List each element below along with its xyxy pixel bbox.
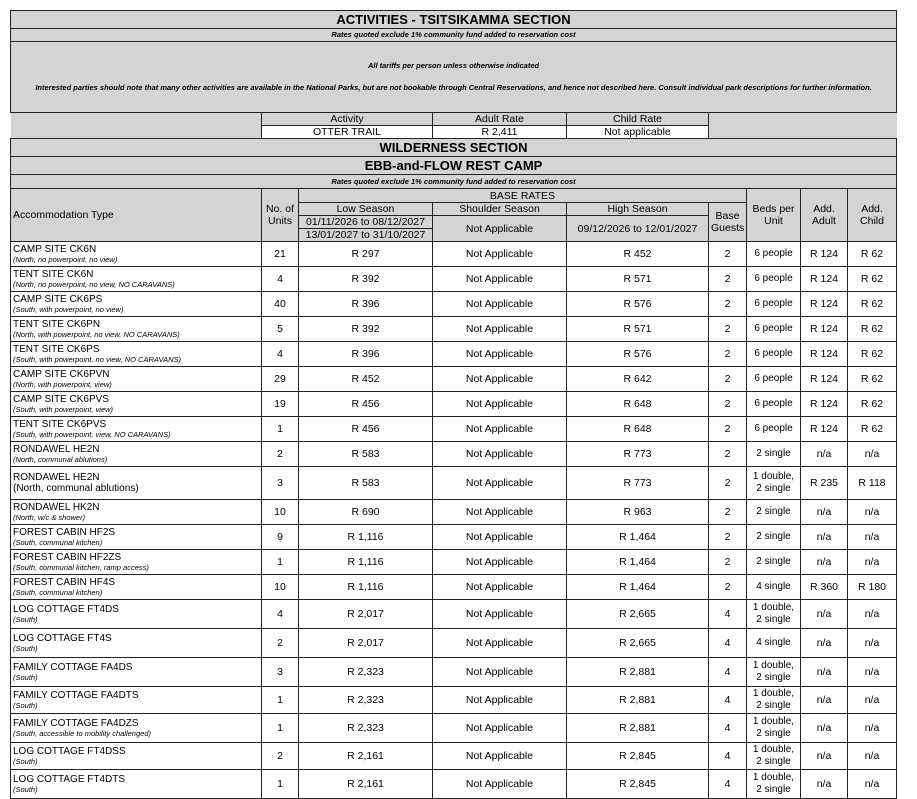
table-row xyxy=(11,467,897,500)
units-cell: 4 xyxy=(262,600,299,629)
low-season-dates-1: 01/11/2026 to 08/12/2027 xyxy=(299,216,433,229)
accommodation-cell xyxy=(11,600,262,629)
shoulder-season-header: Shoulder Season xyxy=(433,203,567,216)
add-child-cell: R 62 xyxy=(848,267,897,292)
add-adult-cell: R 124 xyxy=(801,392,848,417)
units-cell: 5 xyxy=(262,317,299,342)
add-child-cell: R 62 xyxy=(848,417,897,442)
accommodation-detail: (North, with powerpoint, no view, NO CARAVANS) xyxy=(13,330,180,339)
accommodation-name: CAMP SITE CK6PVS xyxy=(13,394,109,405)
table-row xyxy=(11,317,897,342)
add-child-cell: n/a xyxy=(848,500,897,525)
beds-cell: 6 people xyxy=(747,342,801,367)
accommodation-name: CAMP SITE CK6PS xyxy=(13,294,103,305)
accommodation-name: TENT SITE CK6N xyxy=(13,269,94,280)
accommodation-detail: (South, accessible to mobility challenged) xyxy=(13,729,151,738)
add-adult-cell: R 124 xyxy=(801,267,848,292)
add-child-header: Add. Child xyxy=(848,189,897,242)
shoulder-rate-cell: Not Applicable xyxy=(433,629,567,658)
add-adult-cell: R 360 xyxy=(801,575,848,600)
high-rate-cell: R 963 xyxy=(567,500,709,525)
low-rate-cell: R 2,323 xyxy=(299,658,433,687)
units-cell: 4 xyxy=(262,267,299,292)
low-rate-cell: R 583 xyxy=(299,442,433,467)
base-guests-cell: 2 xyxy=(709,392,747,417)
high-season-dates: 09/12/2026 to 12/01/2027 xyxy=(567,216,709,242)
add-child-cell: R 62 xyxy=(848,242,897,267)
shoulder-rate-cell: Not Applicable xyxy=(433,442,567,467)
table-row xyxy=(11,575,897,600)
adult-rate-header: Adult Rate xyxy=(433,113,567,126)
base-guests-cell: 2 xyxy=(709,292,747,317)
high-rate-cell: R 576 xyxy=(567,342,709,367)
accommodation-detail: (South, with powerpoint, no view) xyxy=(13,305,124,314)
table-row xyxy=(11,770,897,799)
low-rate-cell: R 456 xyxy=(299,392,433,417)
accommodation-name: CAMP SITE CK6PVN xyxy=(13,369,110,380)
accommodation-name: CAMP SITE CK6N xyxy=(13,244,97,255)
accommodation-name: RONDAWEL HE2N xyxy=(13,472,100,483)
low-rate-cell: R 690 xyxy=(299,500,433,525)
camp-rows xyxy=(11,242,897,799)
tariff-note: All tariffs per person unless otherwise indicated xyxy=(367,61,540,70)
low-rate-cell: R 2,323 xyxy=(299,714,433,743)
add-adult-cell: R 124 xyxy=(801,342,848,367)
accommodation-name: TENT SITE CK6PS xyxy=(13,344,100,355)
units-cell: 2 xyxy=(262,743,299,770)
accommodation-detail: (South, communal kitchen, ramp access) xyxy=(13,563,149,572)
add-child-cell: n/a xyxy=(848,743,897,770)
units-cell: 4 xyxy=(262,342,299,367)
add-adult-cell: n/a xyxy=(801,743,848,770)
table-row xyxy=(11,525,897,550)
base-guests-cell: 2 xyxy=(709,267,747,292)
shoulder-rate-cell: Not Applicable xyxy=(433,242,567,267)
accommodation-cell xyxy=(11,417,262,442)
units-cell: 9 xyxy=(262,525,299,550)
base-guests-cell: 2 xyxy=(709,417,747,442)
beds-cell: 1 double, 2 single xyxy=(747,687,801,714)
units-cell: 29 xyxy=(262,367,299,392)
add-child-cell: R 118 xyxy=(848,467,897,500)
units-cell: 3 xyxy=(262,658,299,687)
high-rate-cell: R 452 xyxy=(567,242,709,267)
accommodation-cell xyxy=(11,317,262,342)
units-cell: 1 xyxy=(262,687,299,714)
units-cell: 3 xyxy=(262,467,299,500)
high-rate-cell: R 2,845 xyxy=(567,743,709,770)
add-adult-cell: n/a xyxy=(801,600,848,629)
table-row xyxy=(11,392,897,417)
accommodation-name: LOG COTTAGE FT4DS xyxy=(13,604,119,615)
shoulder-rate-cell: Not Applicable xyxy=(433,392,567,417)
accommodation-detail: (North, w/c & shower) xyxy=(13,513,86,522)
add-adult-cell: n/a xyxy=(801,500,848,525)
add-adult-cell: R 124 xyxy=(801,367,848,392)
accommodation-cell xyxy=(11,550,262,575)
add-child-cell: n/a xyxy=(848,687,897,714)
accommodation-cell xyxy=(11,242,262,267)
accommodation-name: FAMILY COTTAGE FA4DZS xyxy=(13,718,139,729)
high-rate-cell: R 1,464 xyxy=(567,550,709,575)
high-rate-cell: R 576 xyxy=(567,292,709,317)
add-adult-cell: n/a xyxy=(801,442,848,467)
add-adult-cell: R 124 xyxy=(801,292,848,317)
units-cell: 1 xyxy=(262,770,299,799)
accommodation-detail: (North, communal ablutions) xyxy=(13,455,108,464)
add-child-cell: R 62 xyxy=(848,392,897,417)
high-rate-cell: R 2,665 xyxy=(567,600,709,629)
low-rate-cell: R 2,161 xyxy=(299,770,433,799)
beds-cell: 4 single xyxy=(747,629,801,658)
table-row xyxy=(11,500,897,525)
high-rate-cell: R 2,881 xyxy=(567,687,709,714)
wilderness-title: WILDERNESS SECTION xyxy=(11,139,897,157)
units-cell: 10 xyxy=(262,575,299,600)
accommodation-cell xyxy=(11,442,262,467)
add-child-cell: R 62 xyxy=(848,342,897,367)
add-adult-cell: n/a xyxy=(801,629,848,658)
add-child-cell: R 62 xyxy=(848,367,897,392)
add-child-cell: R 180 xyxy=(848,575,897,600)
table-row xyxy=(11,442,897,467)
base-guests-cell: 2 xyxy=(709,550,747,575)
accommodation-detail: (South, with powerpoint, no view, NO CARAVANS) xyxy=(13,355,181,364)
shoulder-rate-cell: Not Applicable xyxy=(433,367,567,392)
table-row xyxy=(11,629,897,658)
activities-notes xyxy=(11,42,897,113)
low-rate-cell: R 456 xyxy=(299,417,433,442)
shoulder-rate-cell: Not Applicable xyxy=(433,550,567,575)
shoulder-rate-cell: Not Applicable xyxy=(433,292,567,317)
beds-cell: 1 double, 2 single xyxy=(747,743,801,770)
beds-cell: 6 people xyxy=(747,292,801,317)
high-rate-cell: R 571 xyxy=(567,317,709,342)
shoulder-rate-cell: Not Applicable xyxy=(433,770,567,799)
beds-cell: 1 double, 2 single xyxy=(747,658,801,687)
accommodation-detail: (South, communal kitchen) xyxy=(13,538,103,547)
shoulder-rate-cell: Not Applicable xyxy=(433,500,567,525)
activities-rates-note: Rates quoted exclude 1% community fund added to reservation cost xyxy=(11,29,897,42)
activity-spacer-right xyxy=(709,113,897,126)
units-header: No. of Units xyxy=(262,189,299,242)
high-rate-cell: R 2,845 xyxy=(567,770,709,799)
beds-header: Beds per Unit xyxy=(747,189,801,242)
table-row xyxy=(11,714,897,743)
accommodation-detail: (South, with powerpoint, view) xyxy=(13,405,114,414)
interest-note: Interested parties should note that many other activities are available in the National Parks, but are not bookable through Central Reservations, and hence not described here. Consult individual park descriptions for further information. xyxy=(35,83,872,92)
add-child-cell: n/a xyxy=(848,600,897,629)
low-rate-cell: R 2,017 xyxy=(299,600,433,629)
table-row xyxy=(11,550,897,575)
accommodation-name: FOREST CABIN HF4S xyxy=(13,577,116,588)
child-rate-header: Child Rate xyxy=(567,113,709,126)
accommodation-detail: (South) xyxy=(13,785,38,794)
base-guests-cell: 4 xyxy=(709,770,747,799)
base-guests-cell: 4 xyxy=(709,629,747,658)
shoulder-rate-cell: Not Applicable xyxy=(433,417,567,442)
high-season-header: High Season xyxy=(567,203,709,216)
beds-cell: 6 people xyxy=(747,317,801,342)
units-cell: 1 xyxy=(262,550,299,575)
shoulder-rate-cell: Not Applicable xyxy=(433,317,567,342)
accommodation-name: LOG COTTAGE FT4S xyxy=(13,633,112,644)
accommodation-detail: (South, with powerpoint, view, NO CARAVANS) xyxy=(13,430,171,439)
beds-cell: 4 single xyxy=(747,575,801,600)
shoulder-rate-cell: Not Applicable xyxy=(433,267,567,292)
add-adult-cell: R 235 xyxy=(801,467,848,500)
add-adult-cell: n/a xyxy=(801,770,848,799)
add-adult-cell: n/a xyxy=(801,687,848,714)
units-cell: 19 xyxy=(262,392,299,417)
table-row xyxy=(11,417,897,442)
camp-column-headers xyxy=(11,189,897,242)
accommodation-detail: (North, no powerpoint, no view) xyxy=(13,255,118,264)
low-rate-cell: R 2,323 xyxy=(299,687,433,714)
add-child-cell: n/a xyxy=(848,714,897,743)
beds-cell: 2 single xyxy=(747,500,801,525)
beds-cell: 2 single xyxy=(747,442,801,467)
accommodation-detail: (North, with powerpoint, view) xyxy=(13,380,112,389)
table-row xyxy=(11,600,897,629)
shoulder-rate-cell: Not Applicable xyxy=(433,658,567,687)
add-child-cell: R 62 xyxy=(848,292,897,317)
high-rate-cell: R 2,881 xyxy=(567,714,709,743)
add-adult-cell: n/a xyxy=(801,714,848,743)
accommodation-detail: (South) xyxy=(13,757,38,766)
beds-cell: 1 double, 2 single xyxy=(747,467,801,500)
add-adult-cell: R 124 xyxy=(801,242,848,267)
accommodation-name: TENT SITE CK6PVS xyxy=(13,419,107,430)
add-child-cell: R 62 xyxy=(848,317,897,342)
table-row xyxy=(11,743,897,770)
units-cell: 2 xyxy=(262,629,299,658)
units-cell: 21 xyxy=(262,242,299,267)
low-rate-cell: R 2,017 xyxy=(299,629,433,658)
base-guests-cell: 2 xyxy=(709,442,747,467)
high-rate-cell: R 642 xyxy=(567,367,709,392)
low-rate-cell: R 2,161 xyxy=(299,743,433,770)
table-row xyxy=(11,658,897,687)
accommodation-name: LOG COTTAGE FT4DTS xyxy=(13,774,126,785)
low-season-header: Low Season xyxy=(299,203,433,216)
accommodation-name: RONDAWEL HK2N xyxy=(13,502,100,513)
accommodation-detail: (South) xyxy=(13,701,38,710)
rate-table xyxy=(10,10,897,799)
high-rate-cell: R 773 xyxy=(567,467,709,500)
activity-child-rate: Not applicable xyxy=(567,126,709,139)
beds-cell: 6 people xyxy=(747,242,801,267)
add-adult-cell: R 124 xyxy=(801,317,848,342)
high-rate-cell: R 1,464 xyxy=(567,575,709,600)
accommodation-detail: (North, no powerpoint, no view, NO CARAVANS) xyxy=(13,280,175,289)
units-cell: 1 xyxy=(262,714,299,743)
high-rate-cell: R 648 xyxy=(567,417,709,442)
accommodation-cell xyxy=(11,687,262,714)
high-rate-cell: R 2,881 xyxy=(567,658,709,687)
accommodation-name: FAMILY COTTAGE FA4DS xyxy=(13,662,133,673)
shoulder-rate-cell: Not Applicable xyxy=(433,575,567,600)
units-cell: 40 xyxy=(262,292,299,317)
shoulder-rate-cell: Not Applicable xyxy=(433,714,567,743)
low-rate-cell: R 396 xyxy=(299,342,433,367)
base-guests-cell: 4 xyxy=(709,687,747,714)
low-rate-cell: R 1,116 xyxy=(299,525,433,550)
beds-cell: 1 double, 2 single xyxy=(747,600,801,629)
accommodation-type-header: Accommodation Type xyxy=(11,189,262,242)
activities-header xyxy=(11,11,897,189)
low-rate-cell: R 1,116 xyxy=(299,575,433,600)
accommodation-name: FOREST CABIN HF2ZS xyxy=(13,552,122,563)
add-adult-cell: n/a xyxy=(801,525,848,550)
low-rate-cell: R 396 xyxy=(299,292,433,317)
base-guests-cell: 2 xyxy=(709,342,747,367)
activity-spacer xyxy=(11,113,262,126)
base-guests-cell: 4 xyxy=(709,658,747,687)
base-guests-cell: 2 xyxy=(709,467,747,500)
base-guests-cell: 4 xyxy=(709,714,747,743)
beds-cell: 1 double, 2 single xyxy=(747,714,801,743)
activity-name: OTTER TRAIL xyxy=(262,126,433,139)
accommodation-detail: (South) xyxy=(13,644,38,653)
low-rate-cell: R 297 xyxy=(299,242,433,267)
low-rate-cell: R 452 xyxy=(299,367,433,392)
accommodation-cell xyxy=(11,525,262,550)
accommodation-name: TENT SITE CK6PN xyxy=(13,319,101,330)
high-rate-cell: R 571 xyxy=(567,267,709,292)
base-guests-cell: 2 xyxy=(709,317,747,342)
shoulder-rate-cell: Not Applicable xyxy=(433,600,567,629)
low-rate-cell: R 1,116 xyxy=(299,550,433,575)
camp-title: EBB-and-FLOW REST CAMP xyxy=(11,157,897,175)
accommodation-cell xyxy=(11,714,262,743)
add-child-cell: n/a xyxy=(848,550,897,575)
base-guests-header: Base Guests xyxy=(709,203,747,242)
accommodation-cell xyxy=(11,743,262,770)
add-child-cell: n/a xyxy=(848,629,897,658)
shoulder-rate-cell: Not Applicable xyxy=(433,687,567,714)
accommodation-cell xyxy=(11,500,262,525)
table-row xyxy=(11,242,897,267)
table-row xyxy=(11,267,897,292)
beds-cell: 1 double, 2 single xyxy=(747,770,801,799)
add-child-cell: n/a xyxy=(848,658,897,687)
base-guests-cell: 2 xyxy=(709,575,747,600)
low-season-dates-2: 13/01/2027 to 31/10/2027 xyxy=(299,229,433,242)
table-row xyxy=(11,292,897,317)
accommodation-cell xyxy=(11,575,262,600)
activity-row-spacer xyxy=(11,126,262,139)
shoulder-rate-cell: Not Applicable xyxy=(433,525,567,550)
beds-cell: 6 people xyxy=(747,392,801,417)
low-rate-cell: R 392 xyxy=(299,267,433,292)
high-rate-cell: R 2,665 xyxy=(567,629,709,658)
add-adult-cell: n/a xyxy=(801,658,848,687)
add-adult-cell: R 124 xyxy=(801,417,848,442)
accommodation-cell xyxy=(11,467,262,500)
beds-cell: 2 single xyxy=(747,550,801,575)
low-rate-cell: R 392 xyxy=(299,317,433,342)
activity-row-spacer-right xyxy=(709,126,897,139)
table-row xyxy=(11,342,897,367)
accommodation-name: RONDAWEL HE2N xyxy=(13,444,100,455)
accommodation-cell xyxy=(11,342,262,367)
accommodation-cell xyxy=(11,392,262,417)
shoulder-season-value: Not Applicable xyxy=(433,216,567,242)
units-cell: 2 xyxy=(262,442,299,467)
shoulder-rate-cell: Not Applicable xyxy=(433,743,567,770)
high-rate-cell: R 773 xyxy=(567,442,709,467)
base-guests-cell: 4 xyxy=(709,600,747,629)
base-guests-cell: 2 xyxy=(709,242,747,267)
accommodation-detail: (South) xyxy=(13,615,38,624)
activity-adult-rate: R 2,411 xyxy=(433,126,567,139)
shoulder-rate-cell: Not Applicable xyxy=(433,342,567,367)
accommodation-cell xyxy=(11,658,262,687)
activity-col-header: Activity xyxy=(262,113,433,126)
rate-sheet xyxy=(10,10,896,799)
accommodation-name: LOG COTTAGE FT4DSS xyxy=(13,746,126,757)
accommodation-detail: (North, communal ablutions) xyxy=(13,483,139,494)
low-rate-cell: R 583 xyxy=(299,467,433,500)
accommodation-cell xyxy=(11,267,262,292)
high-rate-cell: R 648 xyxy=(567,392,709,417)
beds-cell: 2 single xyxy=(747,525,801,550)
beds-cell: 6 people xyxy=(747,267,801,292)
accommodation-detail: (South) xyxy=(13,673,38,682)
base-guests-cell: 2 xyxy=(709,500,747,525)
units-cell: 10 xyxy=(262,500,299,525)
add-child-cell: n/a xyxy=(848,525,897,550)
accommodation-cell xyxy=(11,292,262,317)
add-adult-header: Add. Adult xyxy=(801,189,848,242)
beds-cell: 6 people xyxy=(747,417,801,442)
base-guests-cell: 2 xyxy=(709,367,747,392)
accommodation-cell xyxy=(11,770,262,799)
accommodation-detail: (South, communal kitchen) xyxy=(13,588,103,597)
add-child-cell: n/a xyxy=(848,770,897,799)
accommodation-name: FOREST CABIN HF2S xyxy=(13,527,116,538)
base-guests-cell: 4 xyxy=(709,743,747,770)
units-cell: 1 xyxy=(262,417,299,442)
accommodation-cell xyxy=(11,367,262,392)
accommodation-cell xyxy=(11,629,262,658)
accommodation-name: FAMILY COTTAGE FA4DTS xyxy=(13,690,139,701)
add-adult-cell: n/a xyxy=(801,550,848,575)
shoulder-rate-cell: Not Applicable xyxy=(433,467,567,500)
high-rate-cell: R 1,464 xyxy=(567,525,709,550)
add-child-cell: n/a xyxy=(848,442,897,467)
base-rates-header: BASE RATES xyxy=(299,189,747,203)
table-row xyxy=(11,367,897,392)
camp-rates-note: Rates quoted exclude 1% community fund added to reservation cost xyxy=(11,175,897,189)
beds-cell: 6 people xyxy=(747,367,801,392)
activities-title: ACTIVITIES - TSITSIKAMMA SECTION xyxy=(11,11,897,29)
table-row xyxy=(11,687,897,714)
base-guests-cell: 2 xyxy=(709,525,747,550)
